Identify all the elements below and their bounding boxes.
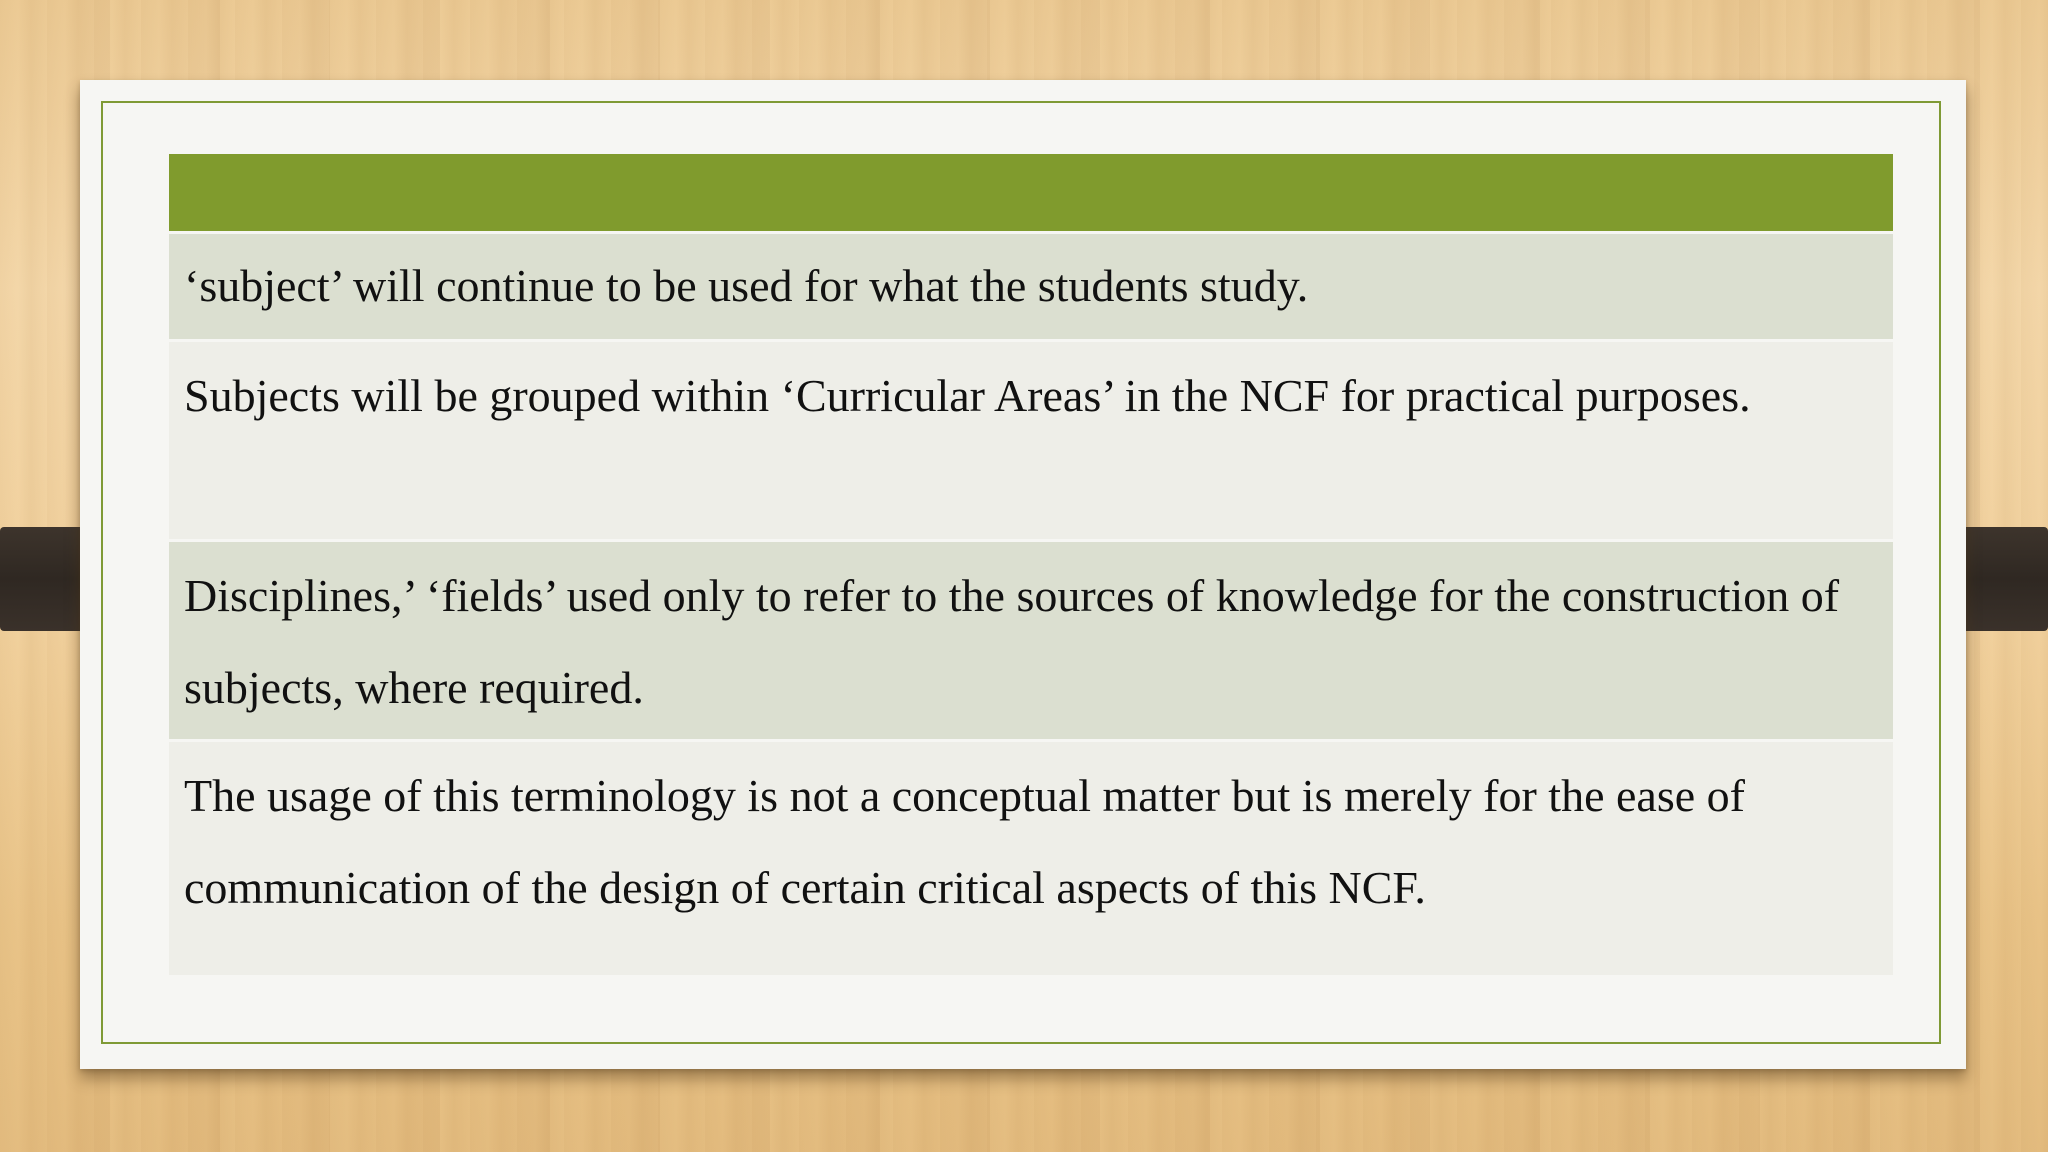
content-table — [169, 154, 1893, 975]
row-text-subject: ‘subject’ will continue to be used for what the students study. — [184, 260, 1309, 311]
table-row — [169, 231, 1893, 339]
table-row — [169, 739, 1893, 975]
row-text-disciplines: Disciplines,’ ‘fields’ used only to refer to the sources of knowledge for the construction of subjects, where required. — [184, 570, 1851, 713]
row-text-terminology: The usage of this terminology is not a conceptual matter but is merely for the ease of communication of the design of certain critical aspects of this NCF. — [184, 770, 1757, 913]
table-header-bar — [169, 154, 1893, 231]
table-row — [169, 339, 1893, 539]
table-row — [169, 539, 1893, 739]
row-text-curricular-areas: Subjects will be grouped within ‘Curricular Areas’ in the NCF for practical purposes. — [184, 370, 1751, 421]
slide-card — [80, 80, 1966, 1069]
